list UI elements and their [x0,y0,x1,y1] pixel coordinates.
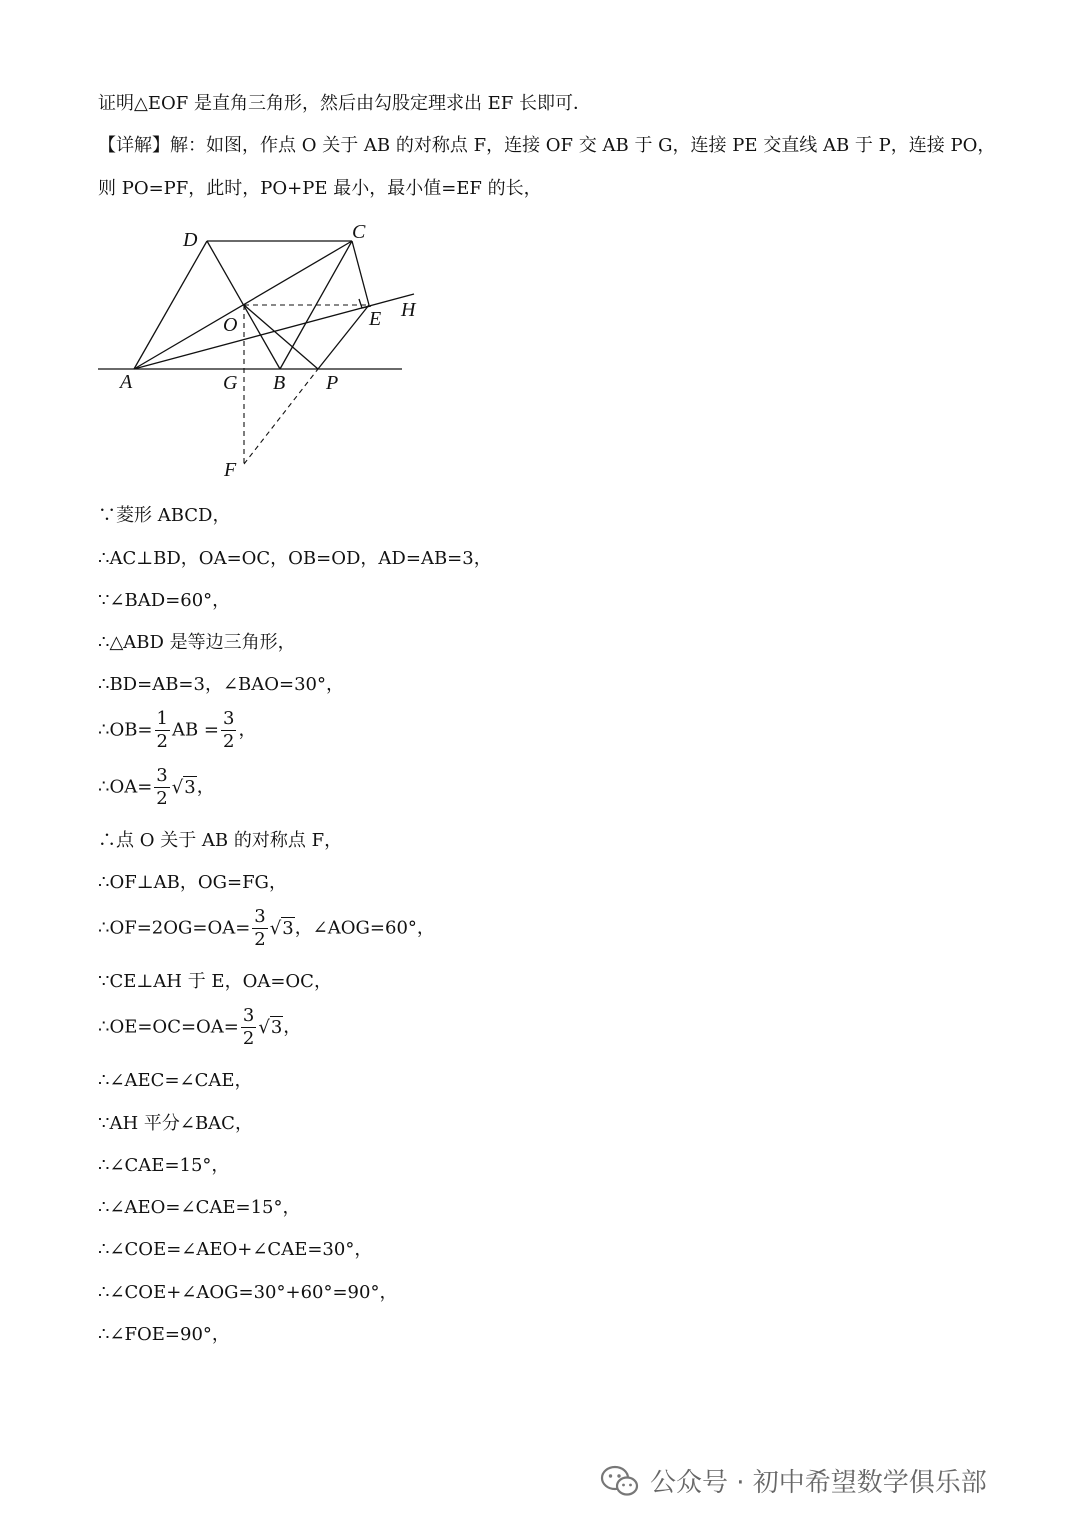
fraction-denominator: 2 [156,788,168,809]
geometry-figure [0,0,1080,500]
fraction-denominator: 2 [254,929,266,950]
segment-ce [352,241,369,305]
step-5: ∴BD=AB=3，∠BAO=30°， [98,674,345,695]
step-6-middle: AB = [171,719,220,741]
step-12 [98,1005,301,1050]
fraction-three-halves [154,765,169,810]
fraction-numerator: 3 [156,765,168,786]
step-7-prefix: ∴OA= [98,776,153,798]
radicand: 3 [270,1016,283,1038]
square-root: √3 [258,1016,283,1038]
label-h: H [401,299,416,321]
step-9: ∴OF⊥AB，OG=FG， [98,872,287,893]
radicand: 3 [282,917,294,939]
step-4: ∴△ABD 是等边三角形， [98,632,296,653]
step-10 [98,906,435,951]
intro-line-1: 证明△EOF 是直角三角形，然后由勾股定理求出 EF 长即可． [98,93,592,114]
label-a: A [120,371,133,393]
step-8: ∴点 O 关于 AB 的对称点 F， [98,830,343,851]
step-6-suffix: ， [238,719,257,741]
fraction-denominator: 2 [242,1028,255,1049]
label-f: F [224,459,237,481]
step-13: ∴∠AEC=∠CAE， [98,1070,253,1091]
square-root: √3 [269,917,294,939]
step-3: ∵∠BAD=60°， [98,590,231,611]
step-1: ∵菱形 ABCD， [98,505,231,526]
fraction-numerator: 3 [254,906,266,927]
wechat-icon [600,1464,640,1498]
step-7-suffix: ， [196,776,215,798]
label-d: D [183,229,198,251]
step-10-prefix: ∴OF=2OG=OA= [98,917,251,939]
step-18: ∴∠COE+∠AOG=30°+60°=90°， [98,1282,398,1303]
fraction-three-halves [221,708,236,753]
intro-line-2: 【详解】解：如图，作点 O 关于 AB 的对称点 F，连接 OF 交 AB 于 G，连接 PE 交直线 AB 于 P，连接 PO， [98,135,996,156]
square-root: √3 [171,776,196,798]
fraction-three-halves [252,906,267,951]
label-e: E [369,308,382,330]
label-o: O [223,314,238,336]
segment-ad [134,241,207,369]
intro-line-3: 则 PO=PF，此时，PO+PE 最小，最小值=EF 的长， [98,178,542,199]
fraction-numerator: 3 [223,708,235,729]
radicand: 3 [184,776,196,798]
fraction-three-halves [241,1005,256,1050]
segment-pe [318,305,369,369]
fraction-denominator: 2 [223,731,235,752]
step-14: ∵AH 平分∠BAC， [98,1113,253,1134]
step-16: ∴∠AEO=∠CAE=15°， [98,1197,301,1218]
step-17: ∴∠COE=∠AEO+∠CAE=30°， [98,1239,373,1260]
step-7 [98,765,215,810]
step-19: ∴∠FOE=90°， [98,1324,230,1345]
step-6-prefix: ∴OB= [98,719,153,741]
label-g: G [223,372,238,394]
step-12-suffix: ， [283,1016,302,1038]
fraction-denominator: 2 [156,731,168,752]
watermark-text: 公众号 · 初中希望数学俱乐部 [650,1468,987,1498]
step-12-prefix: ∴OE=OC=OA= [98,1016,239,1038]
label-p: P [326,372,339,394]
label-c: C [352,221,366,243]
label-b: B [273,372,286,394]
step-15: ∴∠CAE=15°， [98,1155,230,1176]
fraction-numerator: 3 [242,1005,255,1026]
watermark [600,1462,1060,1502]
step-2: ∴AC⊥BD，OA=OC，OB=OD，AD=AB=3， [98,548,492,569]
step-6 [98,708,256,753]
step-11: ∵CE⊥AH 于 E，OA=OC， [98,971,332,992]
step-10-suffix: ，∠AOG=60°， [294,917,435,939]
fraction-one-half [155,708,170,753]
fraction-numerator: 1 [156,708,168,729]
